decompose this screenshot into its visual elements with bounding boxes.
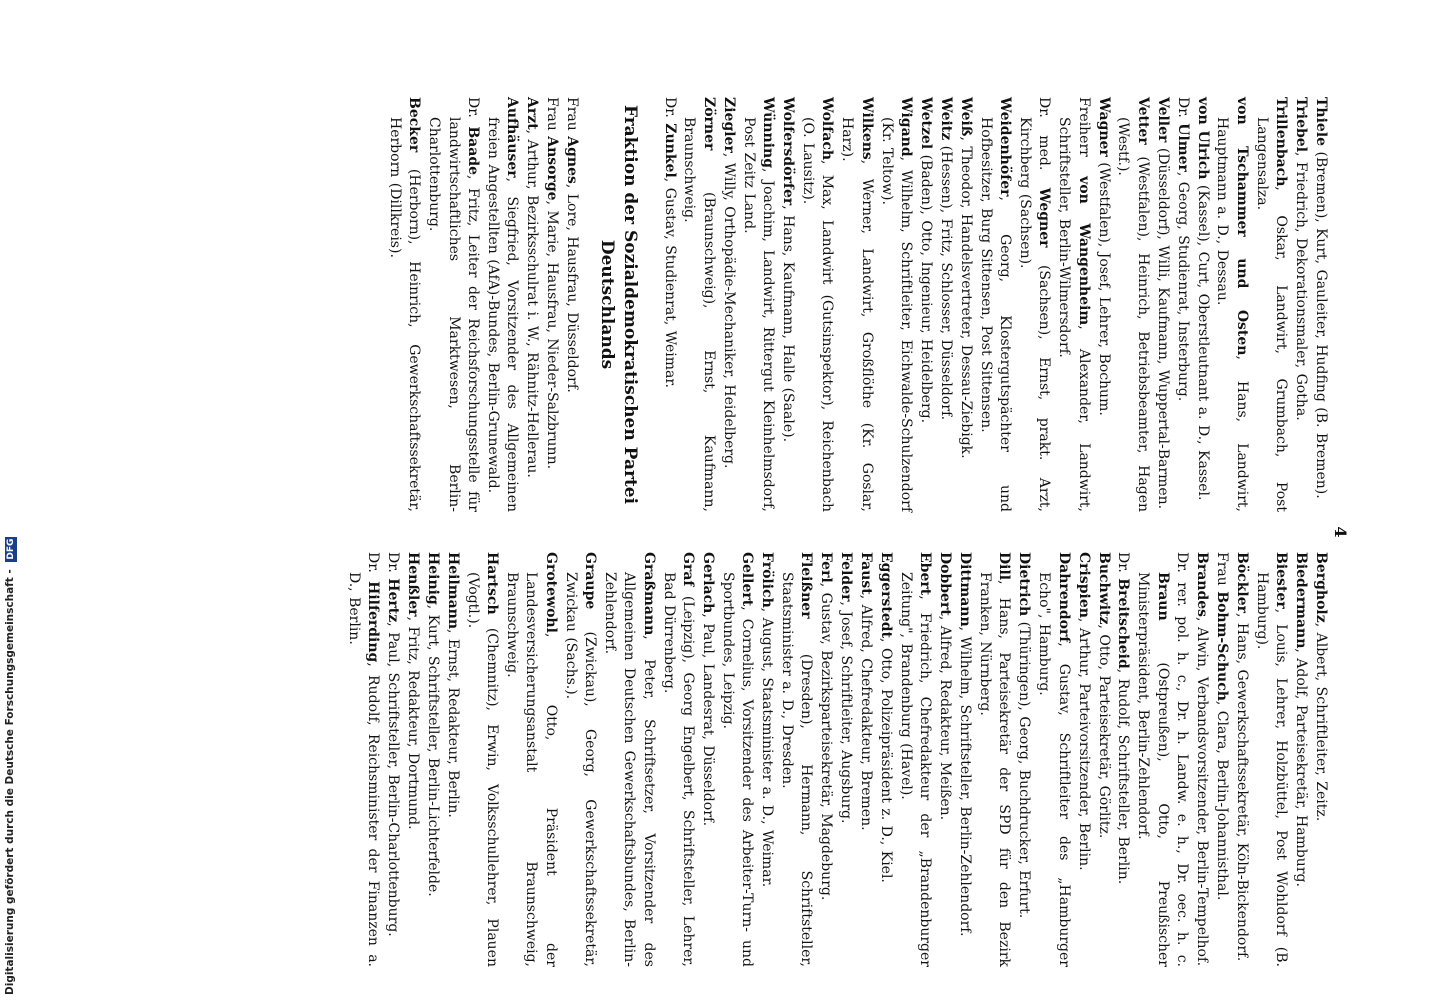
member-entry — [424, 97, 482, 512]
member-details: , Wilhelm, Schriftleiter, Eichwalde-Schulzendorf (Kr. Teltow). — [878, 117, 914, 512]
member-details: , Lore, Hausfrau, Düsseldorf. — [564, 183, 581, 393]
member-entry — [836, 552, 855, 967]
member-details: , Hans, Gewerkschaftssekretär, Köln-Bickendorf. — [1233, 613, 1250, 962]
member-name: Triebel — [1293, 97, 1310, 153]
member-details: (Chemnitz), Erwin, Volksschullehrer, Plauen (Vogtl.). — [464, 572, 500, 967]
member-name: Hartsch — [483, 552, 500, 615]
member-details: , Max, Landwirt (Gutsinspektor), Reichenbach (O. Lausitz). — [799, 117, 836, 512]
member-details: , August, Staatsminister a. D., Weimar. — [759, 607, 776, 888]
member-entry — [1212, 552, 1231, 967]
member-list — [343, 552, 1330, 967]
member-details: (Zwickau), Georg, Gewerkschaftssekretär, Zwickau (Sachs.). — [562, 572, 598, 967]
member-entry — [757, 552, 776, 967]
member-entry — [542, 97, 561, 512]
member-entry — [935, 552, 954, 967]
member-details: , Gustav, Studienrat, Weimar. — [661, 177, 678, 388]
member-details: (Thüringen), Georg, Buchdrucker, Erfurt. — [1016, 616, 1033, 919]
member-details: (Herborn), Heinrich, Gewerkschaftssekretär, Herborn (Dillkreis). — [387, 117, 423, 512]
member-entry — [1291, 552, 1310, 967]
member-name: Heilmann — [444, 552, 461, 630]
member-entry — [658, 552, 697, 967]
member-entry — [876, 552, 895, 967]
member-name: Hilferding — [365, 581, 381, 663]
member-entry — [717, 552, 756, 967]
member-entry — [1231, 552, 1250, 967]
entry-prefix: Dr. — [661, 97, 678, 124]
member-name: Fleißner — [798, 552, 815, 619]
entry-prefix: Frau — [544, 97, 561, 137]
member-entry — [1113, 97, 1152, 512]
member-details: , Louis, Lehrer, Holzbüttel, Post Wohldorf (B. Hamburg). — [1253, 572, 1290, 967]
member-entry — [422, 552, 441, 967]
member-name: Graupe — [581, 552, 598, 610]
member-name: Wilkens — [858, 97, 875, 160]
member-details: , Alwin, Verbandsvorsitzender, Berlin-Tempelhof. — [1194, 617, 1211, 967]
member-entry — [1192, 97, 1211, 512]
member-details: , Georg, Klostergutspächter und Hofbesitzer, Burg Sittensen, Post Sittensen. — [977, 117, 1013, 512]
member-name: Böckler — [1233, 552, 1250, 613]
member-name: Baade — [465, 126, 482, 176]
member-entry — [1093, 97, 1112, 512]
member-entry — [462, 552, 501, 967]
member-details: , Hans, Parteisekretär der SPD für den Bezirk Franken, Nürnberg. — [977, 572, 1013, 967]
member-name: Dill — [996, 552, 1013, 581]
member-entry — [562, 97, 581, 512]
member-details: , Gustav, Bezirksparteisekretär, Magdeburg. — [818, 582, 835, 901]
member-name: Bergholz — [1313, 552, 1329, 623]
member-name: von Ulrich — [1194, 97, 1211, 180]
member-entry — [975, 552, 1014, 967]
entry-prefix: Dr. — [1115, 552, 1132, 579]
dfg-logo: DFG — [6, 538, 16, 560]
member-name: Wünning — [760, 97, 777, 168]
member-entry — [1093, 552, 1112, 967]
entry-prefix: Frau — [564, 97, 581, 137]
member-details: , Friedrich, Chefredakteur der „Brandenburger Zeitung", Brandenburg (Havel). — [897, 572, 934, 967]
member-name: Weiß — [957, 97, 974, 137]
member-details: , Theodor, Handelsvertreter, Dessau-Ziebigk. — [957, 136, 974, 459]
member-details: , Friedrich, Dekorationsmaler, Gotha. — [1293, 152, 1310, 421]
member-name: Thiele — [1313, 97, 1329, 147]
left-column — [384, 97, 1330, 512]
member-entry — [599, 552, 657, 967]
member-details: , Arthur, Bezirksschulrat i. W., Rähnitz-Hellerau. — [524, 129, 541, 478]
member-entry — [1014, 552, 1033, 967]
member-name: Henßler — [404, 552, 421, 617]
member-name: Wigand — [897, 97, 914, 157]
member-details: , Gustav, Schriftleiter des „Hamburger Echo", Hamburg. — [1036, 572, 1072, 967]
member-name: Wegner — [1036, 187, 1053, 248]
member-name: Gellert — [739, 552, 756, 607]
member-name: Heinig — [424, 552, 441, 605]
member-name: Buchwitz — [1095, 552, 1112, 625]
entry-prefix: Frau — [1213, 552, 1230, 592]
member-entry — [1251, 552, 1290, 967]
entry-prefix: Dr. med. — [1036, 97, 1053, 188]
member-entry — [1172, 97, 1191, 512]
member-details: , Siegfried, Vorsitzender des Allgemeinen freien Angestellten (AfA)-Bundes, Berlin-Grunewald. — [485, 117, 521, 512]
member-details: (Hessen), Fritz, Schlosser, Düsseldorf. — [937, 140, 954, 421]
member-details: (Westfalen), Heinrich, Betriebsbeamter, Hagen (Westf.). — [1115, 117, 1151, 512]
member-name: Wagner — [1095, 97, 1112, 157]
right-column — [343, 552, 1330, 967]
member-name: Wolfersdörfer — [780, 97, 797, 206]
member-name: Weitz — [937, 97, 954, 141]
member-name: Becker — [406, 97, 423, 153]
member-name: Ansorge — [544, 136, 561, 201]
member-name: Braun — [1154, 572, 1171, 621]
member-entry — [896, 552, 935, 967]
member-name: Hertz — [384, 578, 401, 623]
member-details: (Leipzig), Georg Engelbert, Schriftsteller, Lehrer, Bad Dürrenberg. — [660, 572, 696, 967]
member-entry — [1152, 97, 1171, 512]
member-details: , Albert, Schriftleiter, Zeitz. — [1313, 622, 1329, 822]
document-page — [120, 97, 1350, 967]
member-details: , Otto, Parteisekretär, Görlitz. — [1095, 624, 1112, 839]
member-entry — [1311, 552, 1330, 967]
member-entry — [1073, 552, 1092, 967]
member-details: (Ostpreußen), Otto, Preußischer Ministerpräsident, Berlin-Zehlendorf. — [1135, 572, 1171, 967]
member-entry — [385, 97, 424, 512]
member-entry — [501, 552, 559, 967]
member-details: , Hans, Landwirt, Hauptmann a. D., Dessau. — [1214, 117, 1250, 512]
member-details: (Baden), Otto, Ingenieur, Heidelberg. — [917, 149, 934, 424]
member-entry — [483, 97, 522, 512]
member-entry — [718, 97, 737, 512]
member-details: , Paul, Landesrat, Düsseldorf. — [699, 613, 716, 827]
member-name: Agnes — [564, 136, 581, 184]
member-details: (Westfalen), Josef, Lehrer, Bochum. — [1095, 156, 1112, 416]
member-entry — [1015, 97, 1054, 512]
member-name: von Wangenheim — [1075, 176, 1092, 326]
member-name: Wolfach — [819, 97, 836, 161]
member-details: (Braunschweig), Ernst, Kaufmann, Braunschweig. — [681, 117, 717, 512]
entry-prefix: Dr. — [384, 552, 401, 579]
member-details: , Joachim, Landwirt, Rittergut Kleinhelmsdorf, Post Zeitz Land. — [740, 117, 777, 512]
member-entry — [816, 552, 835, 967]
member-details: , Wilhelm, Schriftsteller, Berlin-Zehlendorf. — [957, 626, 974, 937]
entry-prefix: Dr. — [1174, 97, 1191, 124]
member-entry — [777, 552, 816, 967]
member-entry — [442, 552, 461, 967]
member-name: Dittmann — [957, 552, 974, 627]
entry-prefix: Dr. — [365, 552, 381, 582]
member-entry — [1192, 552, 1211, 967]
member-entry — [778, 97, 797, 512]
member-name: Ebert — [917, 552, 934, 596]
member-entry — [383, 552, 402, 967]
member-entry — [1251, 97, 1290, 512]
entry-prefix: Dr. — [465, 97, 482, 127]
member-entry — [935, 97, 954, 512]
member-entry — [1034, 552, 1073, 967]
member-details: , Fritz, Redakteur, Dortmund. — [404, 616, 421, 830]
member-name: Zunkel — [661, 123, 678, 178]
member-entry — [955, 552, 974, 967]
member-entry — [679, 97, 718, 512]
page-number: 4 — [1331, 526, 1350, 538]
member-details: (Dresden), Hermann, Schriftsteller, Staatsminister a. D., Dresden. — [779, 572, 815, 967]
member-name: Breitscheid — [1115, 578, 1132, 669]
member-name: Graßmann — [640, 552, 657, 636]
member-name: Ferl — [818, 552, 835, 583]
member-entry — [876, 97, 915, 512]
member-name: Dobbert — [937, 552, 954, 616]
member-name: Crispien — [1075, 552, 1092, 618]
member-details: , Otto, Polizeipräsident z. D., Kiel. — [878, 638, 895, 883]
member-details: , Willy, Orthopädie-Mechaniker, Heidelberg. — [720, 152, 737, 469]
member-entry — [856, 552, 875, 967]
member-name: von Tschammer und Osten — [1233, 97, 1250, 356]
member-details: , Georg, Studienrat, Insterburg. — [1174, 171, 1191, 402]
member-details: (Sachsen), Ernst, prakt. Arzt, Kirchberg (Sachsen). — [1016, 117, 1053, 512]
member-details: , Ernst, Redakteur, Berlin. — [444, 629, 461, 818]
member-entry — [738, 97, 777, 512]
member-name: Dietrich — [1016, 552, 1033, 617]
member-details: , Adolf, Parteisekretär, Hamburg. — [1293, 648, 1310, 887]
member-name: Zörner — [700, 97, 717, 151]
member-entry — [837, 97, 876, 512]
member-details: , Alfred, Chefredakteur, Bremen. — [858, 594, 875, 831]
member-entry — [1054, 97, 1093, 512]
member-details: , Josef, Schriftleiter, Augsburg. — [838, 601, 855, 824]
member-entry — [698, 552, 717, 967]
footer-text: Digitalisierung gefördert durch die Deutsche Forschungsgemeinschaft - — [4, 569, 16, 995]
footer-credit — [4, 537, 17, 995]
member-details: , Hans, Kaufmann, Halle (Saale). — [780, 205, 797, 443]
member-details: , Rudolf, Schriftsteller, Berlin. — [1115, 668, 1132, 885]
member-name: Vetter — [1134, 97, 1151, 145]
member-details: (Bremen), Kurt, Gauleiter, Hudfing (B. Bremen). — [1313, 146, 1329, 499]
member-entry — [343, 552, 382, 967]
member-details: , Kurt, Schriftsteller, Berlin-Lichterfelde. — [424, 604, 441, 897]
member-entry — [798, 97, 837, 512]
member-entry — [1212, 97, 1251, 512]
member-entry — [522, 97, 541, 512]
member-name: Gerlach — [699, 552, 716, 614]
member-details: , Alfred, Redakteur, Meißen. — [937, 615, 954, 821]
member-name: Trillenbach — [1273, 97, 1290, 187]
entry-prefix: Freiherr — [1075, 97, 1092, 177]
section-heading: Fraktion der Sozialdemokratischen Partei Deutschlands — [597, 104, 641, 505]
member-details: , Oskar, Landwirt, Grumbach, Post Langensalza. — [1253, 117, 1290, 512]
member-details: , Clara, Berlin-Johannisthal. — [1213, 700, 1230, 901]
member-details: , Otto, Präsident der Landesversicherungsanstalt Braunschweig, Braunschweig. — [503, 572, 559, 967]
member-entry — [402, 552, 421, 967]
member-name: Arzt — [524, 97, 541, 130]
member-details: , Arthur, Parteivorsitzender, Berlin. — [1075, 617, 1092, 871]
member-entry — [560, 552, 599, 967]
member-name: Biedermann — [1293, 552, 1310, 649]
member-details: (Kassel), Curt, Oberstleutnant a. D., Kassel. — [1194, 179, 1211, 501]
member-details: , Marie, Hausfrau, Nieder-Salzbrunn. — [544, 200, 561, 470]
member-name: Ziegler — [720, 97, 737, 153]
member-details: , Alexander, Landwirt, Schriftsteller, Berlin-Wilmersdorf. — [1056, 117, 1092, 512]
member-details: , Paul, Schriftsteller, Berlin-Charlottenburg. — [384, 622, 401, 937]
member-entry — [955, 97, 974, 512]
member-name: Eggerstedt — [878, 552, 895, 639]
member-name: Dahrendorf — [1055, 552, 1072, 643]
member-entry — [915, 97, 934, 512]
member-name: Faust — [858, 552, 875, 595]
entry-prefix: Dr. rer. pol. h. c., Dr. h. Landw. e. h., Dr. oec. h. c. — [1174, 552, 1191, 967]
member-name: Biester — [1273, 552, 1290, 609]
member-name: Aufhäuser — [504, 97, 521, 178]
member-name: Brandes — [1194, 552, 1211, 618]
member-name: Frölich — [759, 552, 776, 608]
member-name: Felder — [838, 552, 855, 602]
member-name: Weidenhöfer — [997, 97, 1013, 197]
section-member-list — [385, 97, 582, 512]
member-name: Ulmer — [1174, 123, 1191, 172]
member-details: , Fritz, Leiter der Reichsforschungsstelle für landwirtschaftliches Marktwesen, Berlin-Charlottenburg. — [426, 117, 482, 512]
member-name: Wetzel — [917, 97, 934, 150]
member-entry — [659, 97, 678, 512]
member-list — [659, 97, 1330, 512]
member-name: Grotewohl — [542, 552, 559, 633]
member-name: Veller — [1154, 97, 1171, 143]
member-details: , Cornelius, Vorsitzender des Arbeiter-Turn- und Sportbundes, Leipzig. — [719, 572, 756, 967]
member-details: , Peter, Schriftsetzer, Vorsitzender des Allgemeinen Deutschen Gewerkschaftsbundes, Berlin-Zehlendorf. — [601, 572, 657, 967]
member-entry — [1133, 552, 1191, 967]
member-name: Graf — [680, 552, 696, 587]
member-entry — [975, 97, 1014, 512]
member-details: , Werner, Landwirt, Großflöthe (Kr. Goslar, Harz). — [839, 117, 875, 512]
member-details: , Rudolf, Reichsminister der Finanzen a. D., Berlin. — [345, 572, 381, 967]
member-name: Bohm-Schuch — [1213, 591, 1230, 701]
member-entry — [1291, 97, 1310, 512]
member-entry — [1311, 97, 1330, 512]
member-details: (Düsseldorf), Willi, Kaufmann, Wuppertal-Barmen. — [1154, 142, 1171, 510]
member-entry — [1113, 552, 1132, 967]
